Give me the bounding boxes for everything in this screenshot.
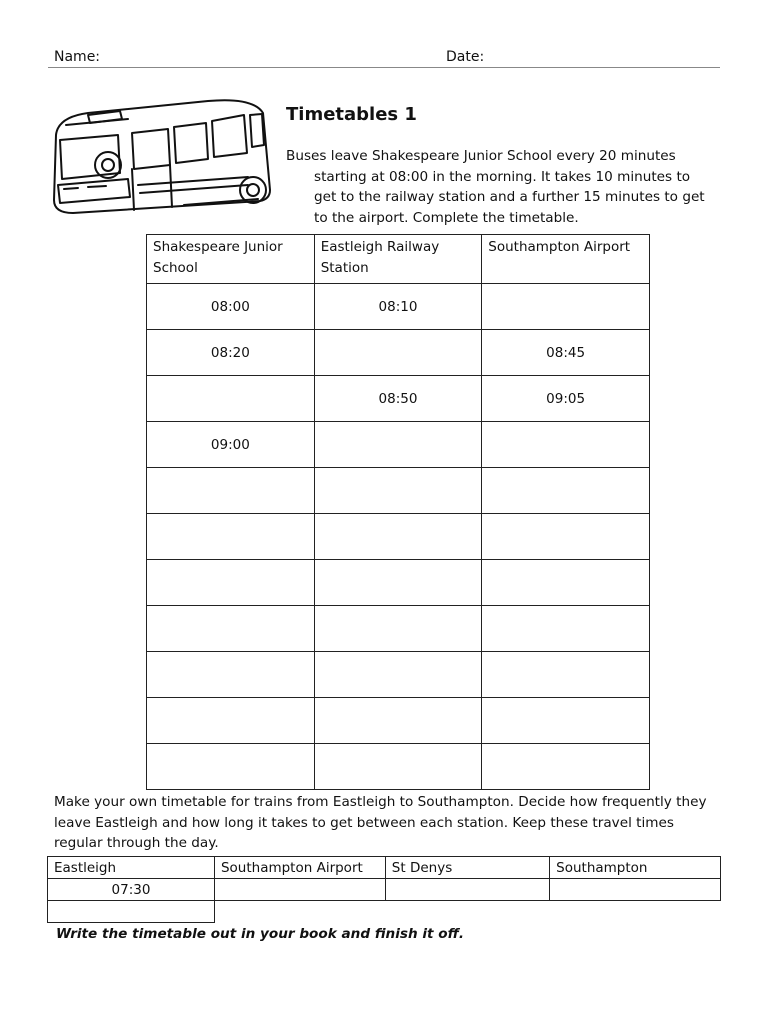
table-cell[interactable]: 09:00	[147, 422, 315, 468]
table-cell[interactable]	[482, 606, 650, 652]
column-header: Southampton	[550, 857, 721, 879]
table-cell[interactable]	[482, 514, 650, 560]
table-row	[147, 514, 650, 560]
column-header: Southampton Airport	[214, 857, 385, 879]
task2-paragraph: Make your own timetable for trains from Eastleigh to Southampton. Decide how frequently they leave Eastleigh and how long it takes to get between each station. Keep these travel times regular through the day.	[54, 794, 707, 851]
table-cell[interactable]	[314, 606, 482, 652]
table-cell[interactable]	[314, 422, 482, 468]
table-cell[interactable]	[314, 560, 482, 606]
table-cell[interactable]: 08:10	[314, 284, 482, 330]
table-cell[interactable]	[147, 514, 315, 560]
footer-instruction: Write the timetable out in your book and finish it off.	[56, 926, 465, 942]
table-row	[147, 744, 650, 790]
table-cell[interactable]	[314, 698, 482, 744]
table-cell[interactable]	[385, 879, 549, 901]
table-row	[147, 422, 650, 468]
table-row	[48, 879, 721, 901]
table-cell[interactable]	[214, 879, 385, 901]
table-row	[48, 901, 721, 923]
page-title: Timetables 1	[286, 104, 417, 125]
table-cell[interactable]	[147, 698, 315, 744]
table-cell[interactable]	[550, 879, 721, 901]
table-cell[interactable]	[314, 468, 482, 514]
bus-illustration	[48, 95, 273, 230]
column-header: Shakespeare Junior School	[147, 235, 315, 284]
table-cell[interactable]: 08:00	[147, 284, 315, 330]
table-row	[147, 376, 650, 422]
table-cell[interactable]	[147, 468, 315, 514]
train-timetable	[47, 856, 721, 923]
table-row	[147, 560, 650, 606]
table-cell[interactable]: 08:20	[147, 330, 315, 376]
table-cell[interactable]	[482, 698, 650, 744]
column-header: Eastleigh	[48, 857, 215, 879]
name-date-line	[48, 47, 720, 68]
table-cell[interactable]	[314, 744, 482, 790]
column-header: Southampton Airport	[482, 235, 650, 284]
table-row	[147, 330, 650, 376]
table-cell[interactable]	[314, 652, 482, 698]
empty-cell	[550, 901, 721, 923]
column-header: Eastleigh Railway Station	[314, 235, 482, 284]
table-row	[147, 698, 650, 744]
table-row	[147, 606, 650, 652]
table-cell[interactable]: 08:50	[314, 376, 482, 422]
intro-paragraph: Buses leave Shakespeare Junior School every 20 minutes starting at 08:00 in the morning. It takes 10 minutes to get to the railway station and a further 15 minutes to get to the airport. Complete the timetable.	[286, 148, 705, 226]
table-row	[147, 284, 650, 330]
date-label: Date:	[446, 49, 485, 65]
table-row	[147, 652, 650, 698]
table-cell[interactable]	[147, 606, 315, 652]
table-cell[interactable]: 08:45	[482, 330, 650, 376]
empty-cell	[385, 901, 549, 923]
table-cell[interactable]	[147, 744, 315, 790]
table-cell[interactable]	[147, 560, 315, 606]
table-cell[interactable]	[482, 560, 650, 606]
table-cell[interactable]	[48, 901, 215, 923]
table-cell[interactable]	[482, 744, 650, 790]
table-cell[interactable]	[482, 284, 650, 330]
table-row	[147, 468, 650, 514]
table-cell[interactable]	[482, 422, 650, 468]
table-cell[interactable]	[314, 330, 482, 376]
table-cell[interactable]	[147, 652, 315, 698]
name-label: Name:	[54, 49, 101, 65]
table-cell[interactable]	[482, 468, 650, 514]
empty-cell	[214, 901, 385, 923]
table-cell[interactable]: 09:05	[482, 376, 650, 422]
bus-timetable	[146, 234, 650, 790]
table-cell[interactable]	[482, 652, 650, 698]
table-cell[interactable]: 07:30	[48, 879, 215, 901]
table-cell[interactable]	[147, 376, 315, 422]
table-cell[interactable]	[314, 514, 482, 560]
column-header: St Denys	[385, 857, 549, 879]
